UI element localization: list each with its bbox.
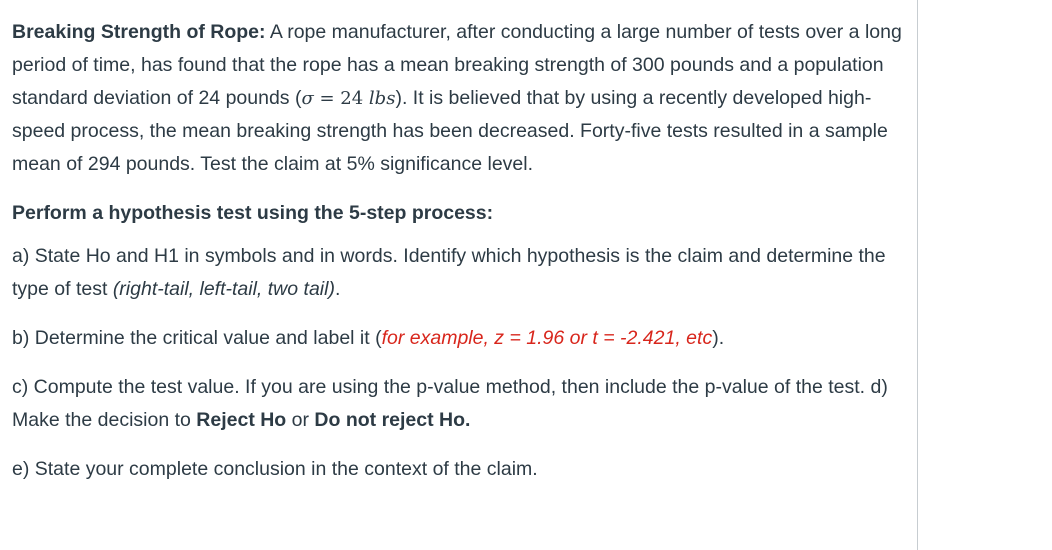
step-c-d — [12, 371, 902, 437]
step-a-end: . — [334, 278, 341, 300]
step-a-text: a) State Ho and H1 in symbols and in words. Identify which hypothesis is the claim and determine the type of test — [12, 245, 886, 300]
step-e: e) State your complete conclusion in the context of the claim. — [12, 458, 538, 480]
do-not-reject-ho-label: Do not reject Ho. — [314, 409, 471, 431]
instructions-heading: Perform a hypothesis test using the 5-step process: — [12, 202, 494, 224]
reject-ho-label: Reject Ho — [196, 409, 287, 431]
step-b-example: for example, z = 1.96 or t = -2.421, etc — [381, 327, 713, 349]
sigma-formula — [301, 88, 395, 109]
sigma-value: 24 — [340, 88, 364, 109]
problem-title: Breaking Strength of Rope: — [12, 21, 266, 43]
sigma-symbol: σ — [301, 88, 314, 109]
step-b — [12, 322, 902, 355]
question-content — [12, 16, 902, 486]
sigma-unit: lbs — [368, 88, 396, 109]
step-b-end: ). — [712, 327, 725, 349]
problem-text-part-1: A rope manufacturer, after conducting a large number of tests over a long period of time, has found that the rope has a mean breaking strength of 300 pounds and a population standard deviation of 24 pounds ( — [12, 21, 902, 109]
problem-statement — [12, 16, 902, 181]
step-a-test-types: (right-tail, left-tail, two tail) — [112, 278, 335, 300]
step-a — [12, 240, 902, 306]
sigma-equals: = — [313, 88, 341, 109]
problem-text-part-2: ). It is believed that by using a recently developed high-speed process, the mean breaking strength has been decreased. Forty-five tests resulted in a sample mean of 294 pounds. Test the claim at 5% significance level. — [12, 87, 888, 175]
step-c-text: c) Compute the test value. If you are using the p-value method, then include the p-value of the test. d) Make the decision to — [12, 376, 888, 431]
content-divider — [917, 0, 918, 550]
step-b-text: b) Determine the critical value and label it ( — [12, 327, 382, 349]
step-c-or: or — [286, 409, 315, 431]
